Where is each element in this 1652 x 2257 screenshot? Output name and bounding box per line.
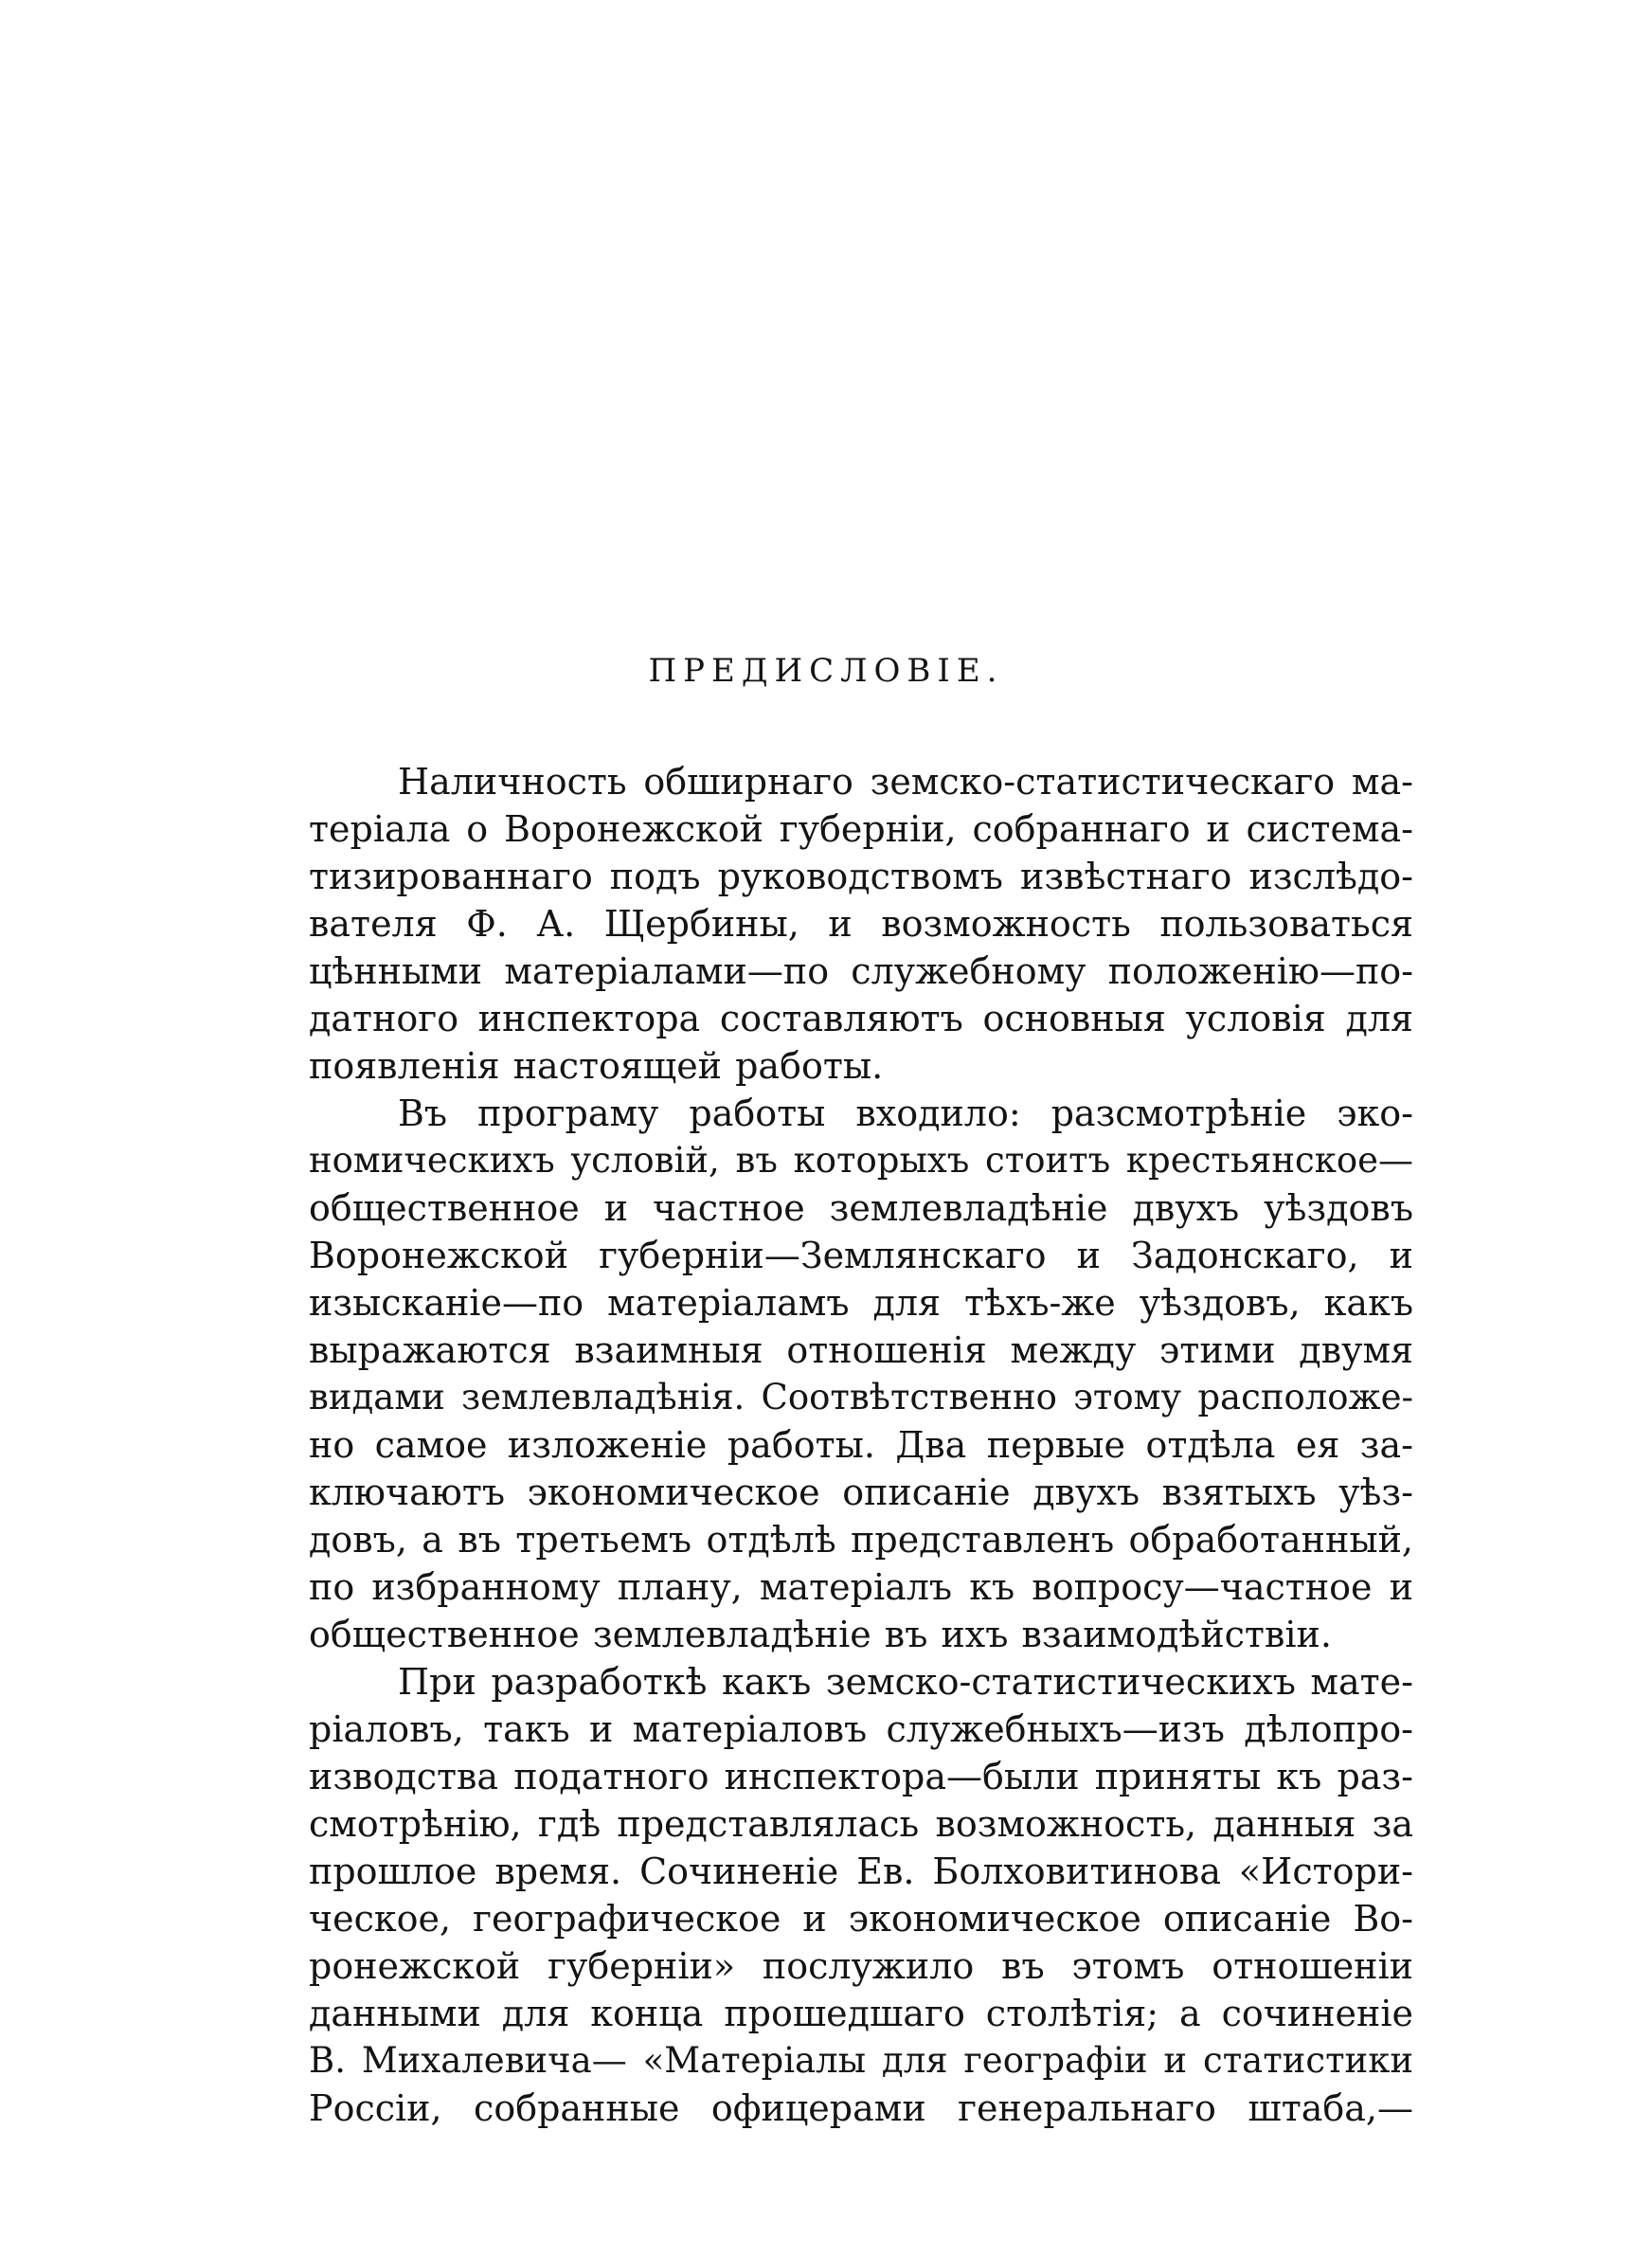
text-line: прошлое время. Сочиненіе Ев. Болховитинова «Истори- [309, 1851, 1413, 1892]
text-line: довъ, а въ третьемъ отдѣлѣ представленъ обработанный, [309, 1519, 1413, 1561]
text-line: номическихъ условій, въ которыхъ стоитъ крестьянское— [309, 1140, 1413, 1181]
text-line: ческое, географическое и экономическое описаніе Во- [309, 1898, 1413, 1940]
text-line: Воронежской губерніи—Землянскаго и Задонскаго, и [309, 1235, 1413, 1276]
text-line: появленія настоящей работы. [309, 1045, 884, 1087]
text-line: Наличность обширнаго земско-статистическаго ма- [398, 761, 1413, 803]
page-title: ПРЕДИСЛОВІЕ. [648, 652, 1004, 690]
preface-text [309, 758, 1413, 2132]
text-line: ключаютъ экономическое описаніе двухъ взятыхъ уѣз- [309, 1472, 1413, 1513]
text-line: цѣнными матеріалами—по служебному положенію—по- [309, 950, 1413, 992]
text-line: по избранному плану, матеріалъ къ вопросу—частное и [309, 1566, 1413, 1608]
text-line: Россіи, собранные офицерами генеральнаго штаба,— [309, 2087, 1413, 2129]
text-line: видами землевладѣнія. Соотвѣтственно этому расположе- [309, 1377, 1413, 1417]
text-line: выражаются взаимныя отношенія между этими двумя [309, 1329, 1413, 1371]
text-line: но самое изложеніе работы. Два первые отдѣла ея за- [309, 1424, 1413, 1466]
text-line: Въ програму работы входило: разсмотрѣніе эко- [398, 1092, 1413, 1134]
text-line: датного инспектора составляютъ основныя условія для [309, 998, 1413, 1039]
text-line: изводства податного инспектора—были приняты къ раз- [309, 1756, 1413, 1797]
text-line: ріаловъ, такъ и матеріаловъ служебныхъ—изъ дѣлопро- [309, 1708, 1413, 1750]
text-line: общественное и частное землевладѣніе двухъ уѣздовъ [309, 1187, 1413, 1229]
text-line: общественное землевладѣніе въ ихъ взаимодѣйствіи. [309, 1614, 1332, 1655]
text-line: данными для конца прошедшаго столѣтія; а сочиненіе [309, 1993, 1413, 2034]
text-line: смотрѣнію, гдѣ представлялась возможность, данныя за [309, 1803, 1413, 1845]
text-line: ронежской губерніи» послужило въ этомъ отношеніи [309, 1945, 1413, 1987]
text-line: тизированнаго подъ руководствомъ извѣстнаго изслѣдо- [309, 856, 1413, 897]
text-line: изысканіе—по матеріаламъ для тѣхъ-же уѣздовъ, какъ [309, 1282, 1413, 1324]
text-line: вателя Ф. А. Щербины, и возможность пользоваться [309, 903, 1413, 945]
text-line: В. Михалевича— «Матеріалы для географіи и статистики [309, 2040, 1413, 2081]
text-line: теріала о Воронежской губерніи, собраннаго и система- [309, 808, 1413, 850]
text-line: При разработкѣ какъ земско-статистическихъ мате- [398, 1661, 1413, 1703]
